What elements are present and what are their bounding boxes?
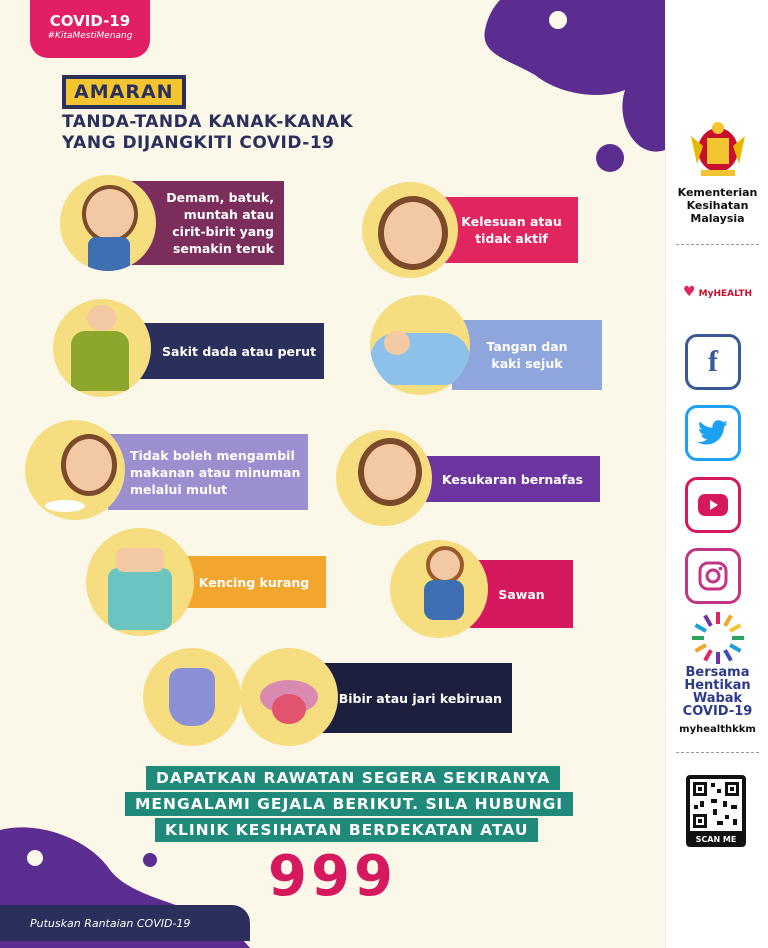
campaign-text-line: COVID-19: [682, 704, 753, 719]
symptom-text: Demam, batuk,: [166, 190, 274, 205]
scan-label: SCAN ME: [695, 835, 737, 844]
child-blanket-illustration: [370, 295, 470, 395]
purple-splash-top: [440, 0, 665, 180]
blue-lips-illustration: [240, 648, 338, 746]
divider: [676, 752, 759, 753]
cta-line-1: DAPATKAN RAWATAN SEGERA SEKIRANYA: [146, 766, 560, 790]
campaign-text: [666, 666, 768, 718]
ministry-name: [666, 186, 768, 225]
facebook-icon[interactable]: f: [685, 334, 741, 390]
page-title: [62, 112, 353, 154]
symptom-text: Kelesuan atau: [461, 214, 562, 229]
child-stomachache-illustration: [53, 299, 151, 397]
symptom-card-less-urine: [182, 556, 326, 608]
warning-label: [62, 75, 186, 109]
symptom-text: cirit-birit yang: [172, 224, 274, 239]
emergency-number: 999: [268, 844, 397, 909]
myhealth-icon: ♥: [682, 284, 696, 300]
child-seizure-illustration: [390, 540, 488, 638]
instagram-icon[interactable]: [685, 548, 741, 604]
symptom-text: tidak aktif: [475, 231, 548, 246]
twitter-icon[interactable]: [685, 405, 741, 461]
symptom-text: melalui mulut: [130, 481, 228, 497]
covid-badge: [30, 0, 150, 58]
blue-hand-illustration: [143, 648, 241, 746]
qr-code[interactable]: [686, 775, 746, 847]
campaign-text-line: Bersama: [685, 665, 750, 680]
campaign-text-line: Hentikan: [684, 678, 751, 693]
footer-text: Putuskan Rantaian COVID-19: [30, 916, 191, 930]
sidebar: [665, 0, 768, 948]
ministry-name-line: Malaysia: [690, 212, 745, 225]
child-tired-illustration: [362, 182, 458, 278]
cta-line-2: MENGALAMI GEJALA BERIKUT. SILA HUBUNGI: [125, 792, 573, 816]
symptom-card-lethargy: [445, 197, 578, 263]
symptom-text: makanan atau minuman: [130, 464, 301, 480]
ministry-name-line: Kesihatan: [686, 199, 749, 212]
footer-banner: [0, 905, 250, 941]
symptom-text: Sawan: [498, 586, 545, 602]
symptom-text: muntah atau: [183, 207, 274, 222]
symptom-card-cannot-eat: [108, 434, 308, 510]
symptom-text: Kesukaran bernafas: [441, 471, 584, 487]
divider: [676, 244, 759, 245]
child-urine-illustration: [86, 528, 194, 636]
symptom-text: Tidak boleh mengambil: [130, 447, 295, 463]
warning-text: AMARAN: [66, 79, 182, 105]
youtube-icon[interactable]: [685, 477, 741, 533]
child-breathing-illustration: [336, 430, 432, 526]
title-line-1: TANDA-TANDA KANAK-KANAK: [62, 112, 354, 132]
symptom-text: semakin teruk: [172, 241, 274, 256]
title-line-2: YANG DIJANGKITI COVID-19: [62, 133, 335, 153]
child-fever-illustration: [60, 175, 156, 271]
child-eating-illustration: [25, 420, 125, 520]
badge-hashtag: #KitaMestiMenang: [47, 31, 133, 41]
campaign-text-line: Wabak: [692, 691, 743, 706]
symptom-card-chest-pain: [140, 323, 324, 379]
symptom-text: kaki sejuk: [491, 356, 563, 371]
qr-code-icon: [690, 779, 742, 831]
social-handle: myhealthkkm: [679, 724, 756, 735]
ministry-name-line: Kementerian: [677, 186, 758, 199]
cta-line-3: KLINIK KESIHATAN BERDEKATAN ATAU: [155, 818, 538, 842]
symptom-text: Tangan dan: [486, 339, 568, 354]
myhealth-text: MyHEALTH: [698, 289, 753, 299]
symptom-card-cold-limbs: [452, 320, 602, 390]
symptom-card-breathing: [425, 456, 600, 502]
symptom-text: Sakit dada atau perut: [162, 343, 317, 359]
symptom-text: Bibir atau jari kebiruan: [338, 690, 502, 706]
badge-title: COVID-19: [49, 12, 131, 30]
campaign-logo-icon: [666, 610, 768, 666]
myhealth-logo: [666, 284, 768, 300]
ministry-crest-icon: [666, 118, 768, 180]
symptom-text: Kencing kurang: [198, 574, 310, 590]
